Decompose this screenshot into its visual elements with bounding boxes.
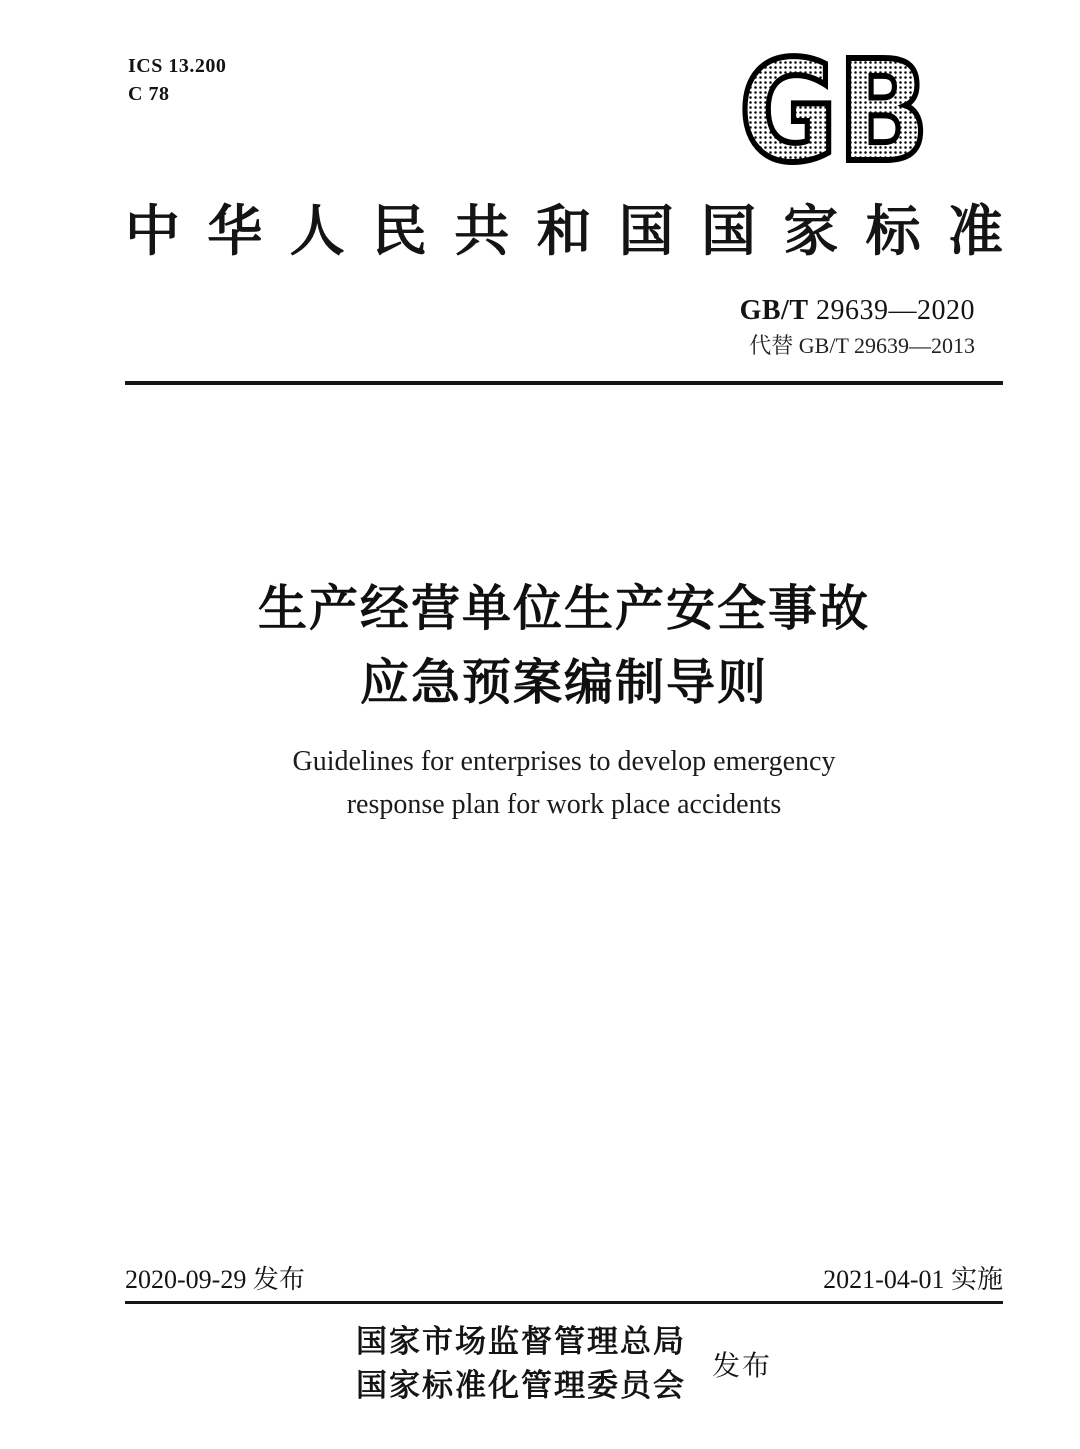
standard-code-number: 29639—2020 [816, 295, 975, 326]
title-en-line2: response plan for work place accidents [346, 789, 782, 820]
national-standard-heading: 中 华 人 民 共 和 国 国 家 标 准 [125, 200, 1003, 262]
gb-logo-letters: GB [739, 31, 929, 194]
publish-label: 发布 [711, 1351, 772, 1382]
title-en-line1: Guidelines for enterprises to develop emergency [292, 746, 836, 777]
dates-row [125, 1264, 1003, 1296]
issuer-line2: 国家标准化管理委员会 [355, 1368, 686, 1403]
gb-standard-logo-icon [733, 31, 935, 194]
issue-date: 2020-09-29 发布 [125, 1265, 305, 1294]
title-cn-line1: 生产经营单位生产安全事故 [257, 582, 870, 636]
classification-code: C 78 [128, 83, 170, 105]
standard-code-block [125, 294, 975, 360]
standard-title-english [125, 740, 1003, 826]
title-cn-line2: 应急预案编制导则 [359, 656, 768, 710]
standard-code-prefix: GB/T [739, 295, 809, 326]
implementation-date: 2021-04-01 实施 [823, 1265, 1003, 1294]
issuer-line1: 国家市场监督管理总局 [355, 1324, 686, 1359]
issuer-names [356, 1320, 686, 1408]
standard-title-chinese [125, 572, 1003, 720]
standard-code [125, 294, 975, 328]
top-divider-rule [125, 381, 1003, 385]
replaces-note: 代替 GB/T 29639—2013 [749, 333, 975, 358]
issuer-block [125, 1320, 1003, 1408]
bottom-divider-rule [125, 1301, 1003, 1304]
ics-classification-block [128, 52, 226, 108]
ics-code: ICS 13.200 [128, 55, 227, 77]
